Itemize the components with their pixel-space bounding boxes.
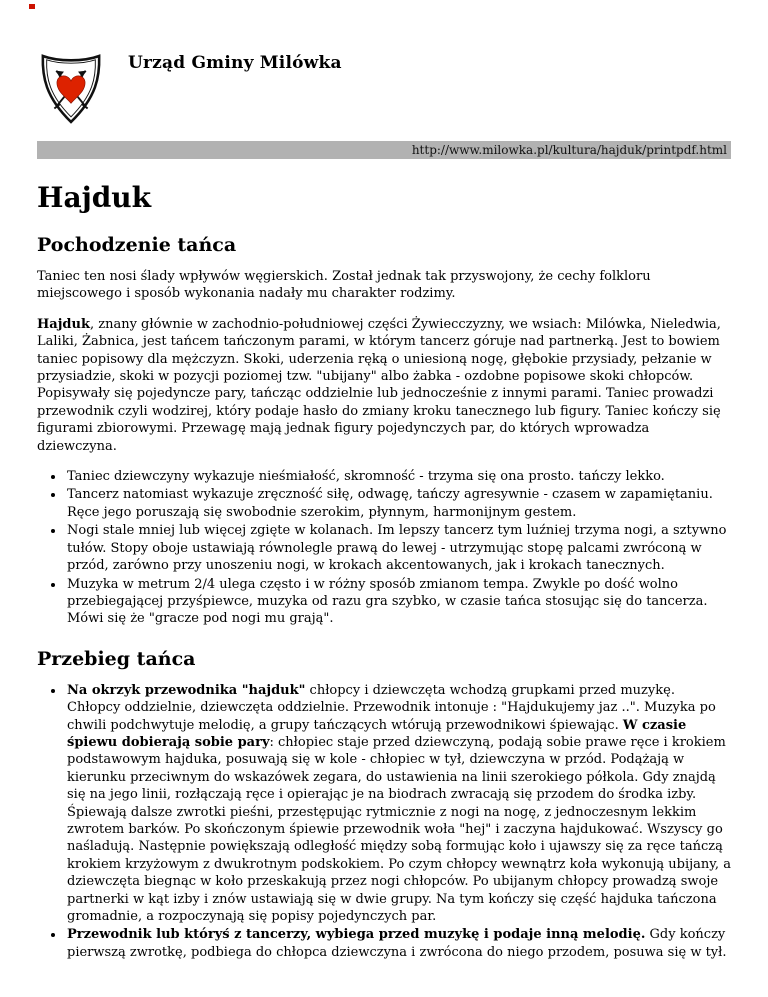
milowka-crest-logo xyxy=(39,50,103,126)
list-item: • Taniec dziewczyny wykazuje nieśmiałość, skromność - trzyma się ona prosto. tańczy lekko. xyxy=(65,468,731,485)
section-heading-course: Przebieg tańca xyxy=(37,647,196,670)
page-header xyxy=(37,0,731,126)
origin-bullet-list xyxy=(37,468,731,628)
corner-artifact xyxy=(29,4,35,9)
list-item: • Tancerz natomiast wykazuje zręczność siłę, odwagę, tańczy agresywnie - czasem w zapamiętaniu. Ręce jego poruszają się swobodnie szerokim, płynnym, harmonijnym gestem. xyxy=(65,486,731,521)
section-heading-origin: Pochodzenie tańca xyxy=(37,234,237,256)
list-item: • Nogi stale mniej lub więcej zgięte w kolanach. Im lepszy tancerz tym luźniej trzyma nogi, a sztywno tułów. Stopy oboje ustawiają równolegle prawą do lewej - utrzymując stopę palcami zwróconą w przód, zarówno przy unoszeniu nogi, w krokach akcentowanych, jak i krokach tanecznych. xyxy=(65,522,731,574)
origin-intro-paragraph: Taniec ten nosi ślady wpływów węgierskich. Został jednak tak przyswojony, że cechy folkloru miejscowego i sposób wykonania nadały mu charakter rodzimy. xyxy=(37,269,651,302)
list-item: • Na okrzyk przewodnika "hajduk" chłopcy i dziewczęta wchodzą grupkami przed muzykę. Chłopcy oddzielnie, dziewczęta oddzielnie. Przewodnik intonuje : "Hajdukujemy jaz ..". Muzyka po chwili podchwytuje melodię, a grupy tańczących wtórują przewodnikowi śpiewając. W czasie śpiewu dobierają sobie pary: chłopiec staje przed dziewczyną, podają sobie prawe ręce i krokiem podstawowym hajduka, posuwają się w kole - chłopiec w tył, dziewczyna w przód. Podążają w kierunku przeciwnym do wskazówek zegara, do ustawienia na linii szerokiego półkola. Gdy znajdą się na jego linii, rozłączają ręce i opierając je na biodrach zwracają się przodem do środka izby. Śpiewają dalsze zwrotki pieśni, przestępując rytmicznie z nogi na nogę, z jednoczesnym lekkim zwrotem barków. Po skończonym śpiewie przewodnik woła "hej" i zaczyna hajdukować. Wszyscy go naśladują. Następnie powiększają odległość między sobą formując koło i ujawszy się za ręce tańczą krokiem krzyżowym z dwukrotnym podskokiem. Po czym chłopcy wewnątrz koła wykonują ubijany, a dziewczęta biegnąc w koło przeskakują przez nogi chłopców. Po ubijanym chłopcy prowadzą swoje partnerki w kąt izby i znów ustawiają się w dwie grupy. Na tym kończy się część hajduka tańczona gromadnie, a rozpoczynają się popisy pojedynczych par. xyxy=(65,682,731,926)
origin-description-paragraph: Hajduk, znany głównie w zachodnio-południowej części Żywiecczyzny, we wsiach: Milówka, Nieledwia, Laliki, Żabnica, jest tańcem tańczonym parami, w którym tancerz góruje nad partnerką. Jest to bowiem taniec popisowy dla mężczyzn. Skoki, uderzenia ręką o uniesioną nogę, głębokie przysiady, pełzanie w przysiadzie, skoki w pozycji poziomej tzw. "ubijany" albo żabka - ozdobne popisowe skoki chłopców. Popisywały się pojedyncze pary, tańcząc oddzielnie lub jednocześnie z innymi parami. Taniec prowadzi przewodnik czyli wodzirej, który podaje hasło do zmiany kroku tanecznego lub figury. Taniec kończy się figurami zbiorowymi. Przewagę mają jednak figury pojedynczych par, do których wprowadza dziewczyna. xyxy=(37,316,721,454)
list-item: • Przewodnik lub któryś z tancerzy, wybiega przed muzykę i podaje inną melodię. Gdy kończy pierwszą zwrotkę, podbiega do chłopca dziewczyna i zwrócona do niego przodem, posuwa się w tył. xyxy=(65,926,731,961)
page-url: http://www.milowka.pl/kultura/hajduk/printpdf.html xyxy=(411,143,727,157)
site-title: Urząd Gminy Milówka xyxy=(128,53,342,73)
list-item: • Muzyka w metrum 2/4 ulega często i w różny sposób zmianom tempa. Zwykle po dość wolno przebiegającej przyśpiewce, muzyka od razu gra szybko, w czasie tańca stosując się do tancerza. Mówi się że "gracze pod nogi mu grają". xyxy=(65,576,731,628)
page-title: Hajduk xyxy=(37,181,152,214)
url-bar xyxy=(37,141,731,159)
course-bullet-list xyxy=(37,682,731,962)
